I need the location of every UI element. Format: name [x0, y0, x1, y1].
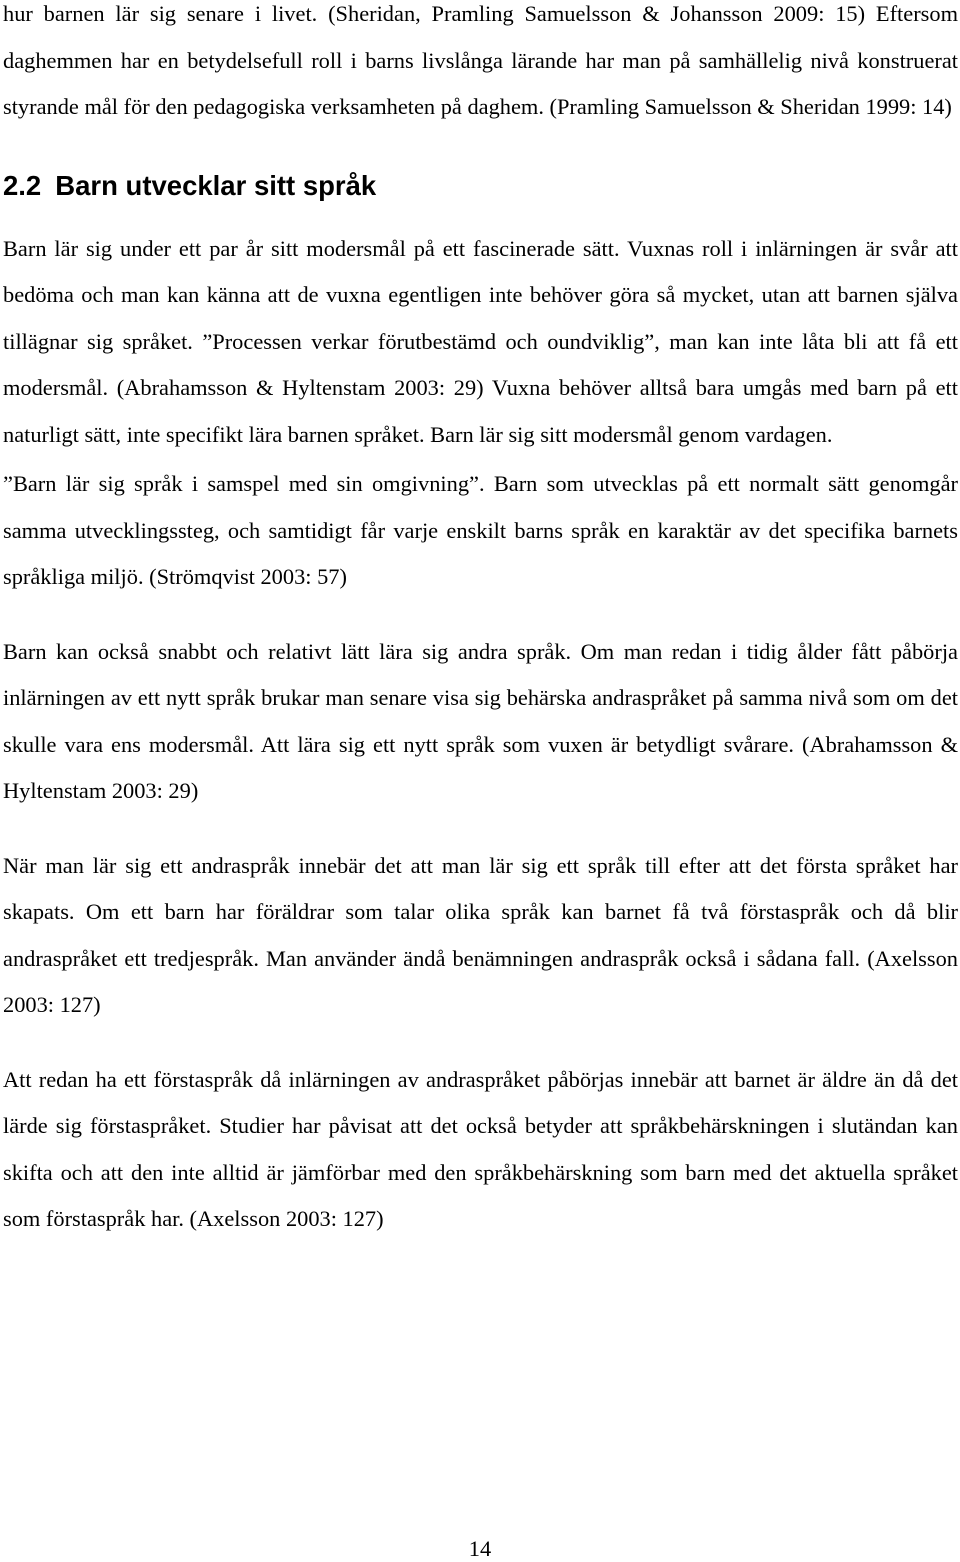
- paragraph-intro: hur barnen lär sig senare i livet. (Sheridan, Pramling Samuelsson & Johansson 2009: 15) Eftersom daghemmen har en betydelsefull roll i barns livslånga lärande har man på samhällelig nivå konstruerat styrande mål för den pedagogiska verksamheten på daghem. (Pramling Samuelsson & Sheridan 1999: 14): [3, 1, 958, 119]
- paragraph-samspel: ”Barn lär sig språk i samspel med sin omgivning”. Barn som utvecklas på ett normalt sätt genomgår samma utvecklingssteg, och samtidigt får varje enskilt barns språk en karaktär av det specifika barnets språkliga miljö. (Strömqvist 2003: 57): [3, 471, 958, 589]
- paragraph-andrasprak: När man lär sig ett andraspråk innebär det att man lär sig ett språk till efter att det första språket har skapats. Om ett barn har föräldrar som talar olika språk kan barnet få två förstaspråk och då blir andraspråket ett tredjespråk. Man använder ändå benämningen andraspråk också i sådana fall. (Axelsson 2003: 127): [3, 852, 958, 1017]
- paragraph-modersmal: Barn lär sig under ett par år sitt modersmål på ett fascinerade sätt. Vuxnas roll i inlärningen är svår att bedöma och man kan känna att de vuxna egentligen inte behöver göra så mycket, utan att barnen själva tillägnar sig språket. ”Processen verkar förutbestämd och oundviklig”, man kan inte låta bli att få ett modersmål. (Abrahamsson & Hyltenstam 2003: 29) Vuxna behöver alltså bara umgås med barn på ett naturligt sätt, inte specifikt lära barnen språket. Barn lär sig sitt modersmål genom vardagen.: [3, 235, 958, 447]
- paragraph-forstasprak: Att redan ha ett förstaspråk då inlärningen av andraspråket påbörjas innebär att barnet är äldre än då det lärde sig förstaspråket. Studier har påvisat att det också betyder att språkbehärskningen i slutändan kan skifta och att den inte alltid är jämförbar med den språkbehärskning som barn med det aktuella språket som förstaspråk har. (Axelsson 2003: 127): [3, 1066, 958, 1231]
- page-number: 14: [468, 1536, 492, 1561]
- section-number: 2.2: [3, 169, 42, 201]
- section-heading: [3, 169, 958, 203]
- paragraph-andra-sprak: Barn kan också snabbt och relativt lätt lära sig andra språk. Om man redan i tidig ålder fått påbörja inlärningen av ett nytt språk brukar man senare visa sig behärska andraspråket på samma nivå som om det skulle vara ens modersmål. Att lära sig ett nytt språk som vuxen är betydligt svårare. (Abrahamsson & Hyltenstam 2003: 29): [3, 638, 958, 803]
- document-page: [3, 0, 958, 1243]
- section-title: Barn utvecklar sitt språk: [55, 169, 377, 201]
